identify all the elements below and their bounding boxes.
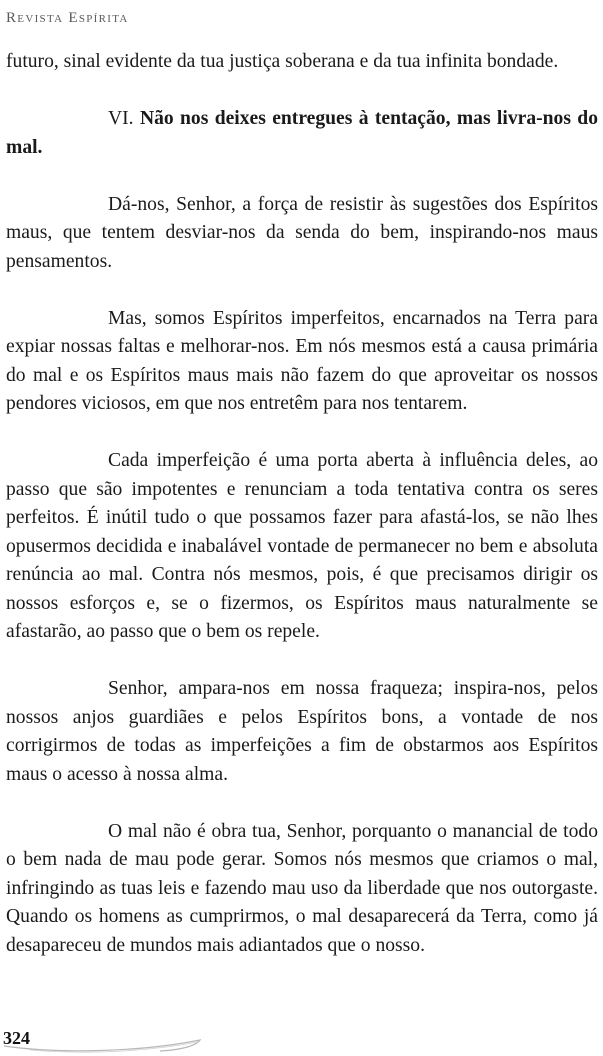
section-heading xyxy=(6,105,598,162)
paragraph: Cada imperfeição é uma porta aberta à influência deles, ao passo que são impotentes e renunciam a toda tentativa contra os seres perfeitos. É inútil tudo o que possamos fazer para afastá-los, se não lhes opusermos decidida e inabalável vontade de permanecer no bem e absoluta renúncia ao mal. Contra nós mesmos, pois, é que precisamos dirigir os nossos esforços e, se o fizermos, os Espíritos maus naturalmente se afastarão, ao passo que o bem os repele. xyxy=(6,450,598,642)
section-title: Não nos deixes entregues à tentação, mas livra-nos do mal. xyxy=(6,108,599,158)
paragraph-continuation: futuro, sinal evidente da tua justiça soberana e da tua infinita bondade. xyxy=(6,51,559,72)
page-number: 324 xyxy=(3,1028,30,1048)
page-ornament xyxy=(0,1024,210,1056)
running-head: Revista Espírita xyxy=(6,10,129,26)
paragraph: O mal não é obra tua, Senhor, porquanto o manancial de todo o bem nada de mau pode gerar. Somos nós mesmos que criamos o mal, infringindo as tuas leis e fazendo mau uso da liberdade que nos outorgaste. Quando os homens as cumprirmos, o mal desaparecerá da Terra, como já desapareceu de mundos mais adiantados que o nosso. xyxy=(6,820,598,956)
section-number: VI. xyxy=(108,108,134,129)
paragraph: Senhor, ampara-nos em nossa fraqueza; inspira-nos, pelos nossos anjos guardiães e pelos Espíritos bons, a vontade de nos corrigirmos de todas as imperfeições a fim de obstarmos aos Espíritos maus o acesso à nossa alma. xyxy=(6,678,598,785)
paragraph: Mas, somos Espíritos imperfeitos, encarnados na Terra para expiar nossas faltas e melhorar-nos. Em nós mesmos está a causa primária do mal e os Espíritos maus mais não fazem do que aproveitar os nossos pendores viciosos, em que nos entretêm para nos tentarem. xyxy=(6,307,598,414)
body-text xyxy=(6,48,598,989)
paragraph: Dá-nos, Senhor, a força de resistir às sugestões dos Espíritos maus, que tentem desviar-nos da senda do bem, inspirando-nos maus pensamentos. xyxy=(6,193,598,272)
